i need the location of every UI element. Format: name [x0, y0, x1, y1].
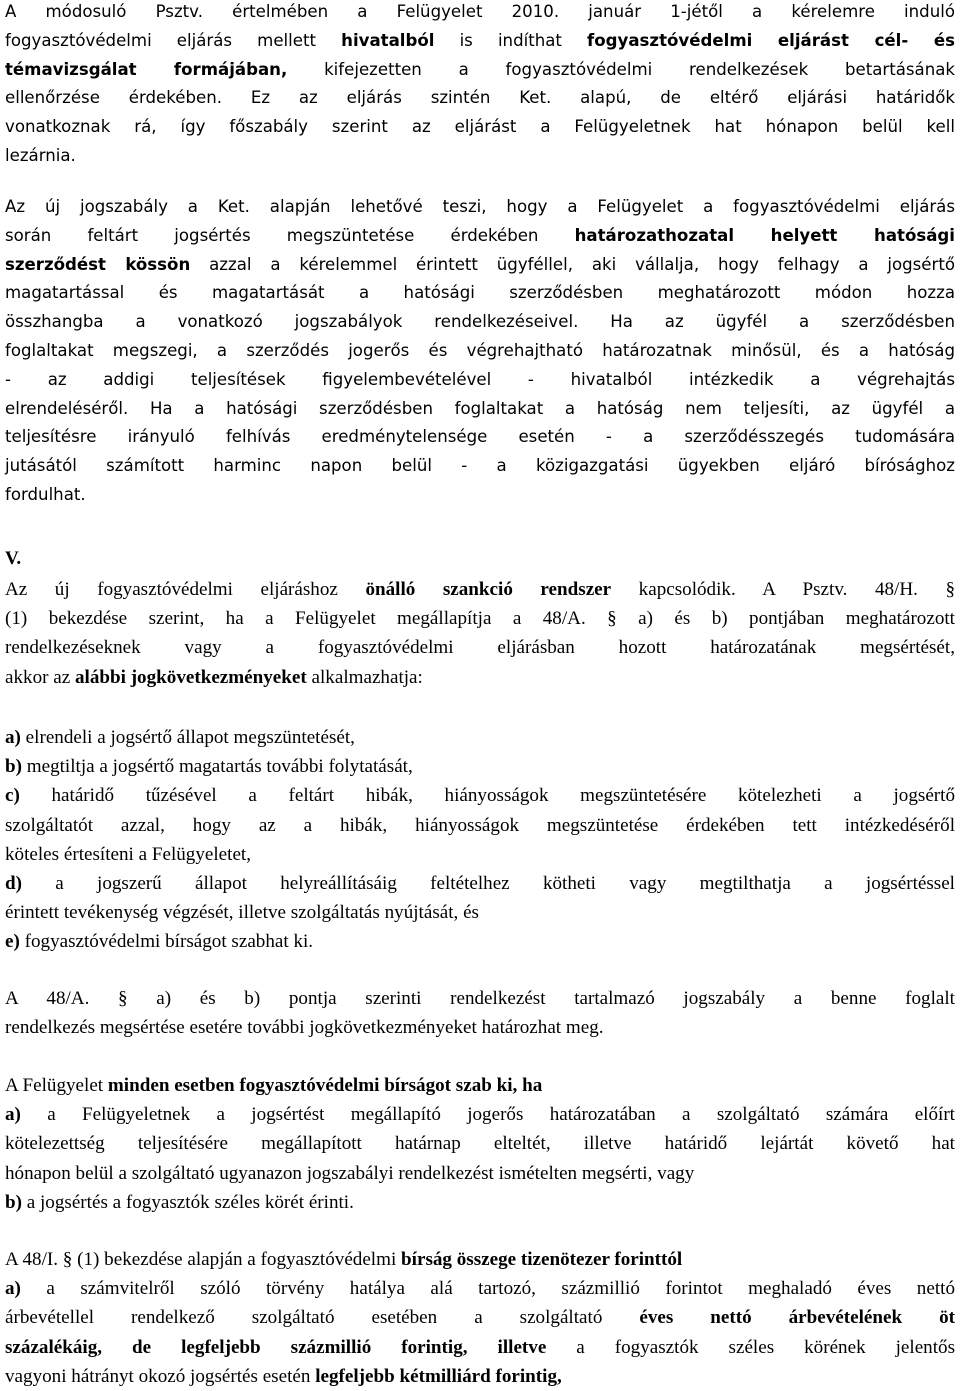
text-segment: magatartással és magatartását a hatósági szerződésben meghatározott módon hozza — [5, 283, 955, 303]
text-segment: A Felügyelet — [5, 1075, 108, 1096]
text-segment: alapján lehetővé teszi, hogy a Felügyelet a fogyasztóvédelmi eljárás — [269, 197, 955, 216]
paragraph-further-consequences — [5, 984, 955, 1042]
text-segment: köteles értesíteni a Felügyeletet, — [5, 843, 252, 865]
text-segment: alkalmazhatja: — [306, 666, 423, 688]
text-line — [5, 481, 955, 510]
bold-text: határozathozatal helyett hatósági — [574, 225, 955, 245]
text-line — [5, 633, 955, 662]
text-line — [5, 663, 955, 692]
text-line — [5, 308, 955, 337]
text-segment: A módosuló Psztv. értelmében a Felügyelet 2010. január 1-jétől a kérelemre induló — [5, 2, 955, 21]
text-line — [5, 811, 955, 840]
text-segment: hónapon belül a szolgáltató ugyanazon jogszabályi rendelkezést ismételten megsérti, vagy — [5, 1162, 695, 1184]
paragraph-mandatory-fine — [5, 1071, 955, 1217]
text-line — [5, 752, 955, 781]
text-segment: akkor az — [5, 666, 75, 688]
text-segment: foglaltakat megszegi, a szerződés jogerős és végrehajtható határozatnak minősül, és a hatóság — [5, 340, 955, 360]
text-segment: ellenőrzése érdekében. Ez az eljárás szintén Ket. alapú, de eltérő eljárási határidők — [5, 88, 955, 108]
text-line — [5, 56, 955, 85]
text-segment: - az addigi teljesítések figyelembevételével - hivatalból intézkedik a végrehajtás — [5, 369, 955, 389]
text-line — [5, 1245, 955, 1274]
text-segment: A 48/I. § (1) bekezdése alapján a fogyasztóvédelmi — [5, 1249, 402, 1270]
bold-text: a) — [5, 1104, 21, 1126]
list-legal-consequences — [5, 723, 955, 957]
text-segment: fogyasztóvédelmi eljárás mellett — [5, 30, 342, 50]
text-segment: rendelkezéseknek vagy a fogyasztóvédelmi eljárásban hozott határozatának megsértését, — [5, 637, 955, 659]
text-line — [5, 1362, 955, 1391]
bold-text: bírság összege tizenötezer forinttól — [401, 1249, 683, 1270]
bold-text: hivatalból — [341, 30, 435, 50]
text-segment: határidő tűzésével a feltárt hibák, hiányosságok megszüntetésére kötelezheti a jogsértő — [19, 785, 955, 807]
text-line — [5, 1071, 955, 1100]
bold-text: alábbi jogkövetkezményeket — [74, 666, 307, 688]
text-line — [5, 604, 955, 633]
text-line — [5, 898, 955, 927]
text-segment: árbevétellel rendelkező szolgáltató esetében a szolgáltató — [5, 1307, 640, 1329]
bold-text: éves nettó árbevételének öt — [639, 1307, 955, 1329]
text-line — [5, 1274, 955, 1303]
text-segment: a fogyasztók széles körének jelentős — [546, 1336, 956, 1358]
text-segment: rendelkezés megsértése esetére további jogkövetkezményeket határozhat meg. — [5, 1017, 604, 1039]
bold-text: százalékáig, de legfeljebb százmillió forintig, illetve — [5, 1336, 547, 1358]
text-segment: azzal a kérelemmel érintett ügyféllel, aki vállalja, hogy felhagy a jogsértő — [190, 254, 955, 274]
text-segment: összhangba a vonatkozó jogszabályok rendelkezéseivel. Ha az ügyfél a szerződésben — [5, 312, 955, 332]
bold-text: önálló szankció rendszer — [365, 579, 612, 600]
text-line — [5, 279, 955, 308]
text-line — [5, 575, 955, 604]
text-segment: (1) bekezdése szerint, ha a Felügyelet megállapítja a 48/A. § a) és b) pontjában meghatározott — [5, 608, 955, 630]
text-line — [5, 366, 955, 395]
text-segment: kifejezetten a fogyasztóvédelmi rendelkezések betartásának — [287, 59, 955, 79]
text-line — [5, 222, 955, 251]
text-segment: jutásától számított harminc napon belül - a közigazgatási ügyekben eljáró bírósághoz — [5, 456, 955, 476]
text-line — [5, 1333, 955, 1362]
text-segment: lezárnia. — [5, 145, 76, 165]
text-segment: a Felügyeletnek a jogsértést megállapító jogerős határozatában a szolgáltató számára előírt — [20, 1104, 955, 1126]
text-segment: a számvitelről szóló törvény hatálya alá tartozó, százmillió forintot meghaladó éves nettó — [20, 1278, 955, 1300]
text-segment: vonatkoznak rá, így főszabály szerint az eljárást a Felügyeletnek hat hónapon belül kell — [5, 117, 955, 137]
bold-text: d) — [5, 873, 22, 895]
text-line — [5, 423, 955, 452]
text-line — [5, 84, 955, 113]
text-line — [5, 452, 955, 481]
text-segment: vagyoni hátrányt okozó jogsértés esetén — [5, 1365, 316, 1387]
text-line — [5, 1100, 955, 1129]
text-segment: a jogszerű állapot helyreállításáig feltételhez kötheti vagy megtilthatja a jogsértéssel — [21, 873, 955, 895]
section-heading: V. — [5, 548, 22, 569]
bold-text: a) — [5, 727, 21, 748]
text-line — [5, 723, 955, 752]
text-line — [5, 869, 955, 898]
text-line — [5, 927, 955, 956]
text-line — [5, 1188, 955, 1217]
bold-text: e) — [5, 931, 20, 953]
bold-text: minden esetben fogyasztóvédelmi bírságot szab ki, ha — [107, 1075, 543, 1096]
text-line — [5, 193, 955, 222]
paragraph-investigation — [5, 0, 955, 171]
text-line — [5, 1013, 955, 1042]
text-line — [5, 337, 955, 366]
text-segment: A 48/A. § a) és b) pontja szerinti rendelkezést tartalmazó jogszabály a benne foglalt — [5, 988, 955, 1009]
text-segment: elrendeléséről. Ha a hatósági szerződésben foglaltakat a hatóság nem teljesíti, az ügyfél a — [5, 398, 955, 418]
text-line — [5, 142, 955, 171]
text-line — [5, 984, 955, 1013]
bold-text: témavizsgálat formájában, — [5, 59, 288, 79]
text-line — [5, 1303, 955, 1332]
bold-text: szerződést kössön — [5, 254, 191, 274]
text-segment: fogyasztóvédelmi bírságot szabhat ki. — [19, 931, 314, 953]
paragraph-fine-amount — [5, 1245, 955, 1391]
text-line — [5, 395, 955, 424]
text-segment: megtiltja a jogsértő magatartás további folytatását, — [21, 756, 413, 778]
text-line — [5, 0, 955, 27]
text-segment: a jogsértés a fogyasztók széles körét érinti. — [21, 1191, 354, 1213]
text-line — [5, 27, 955, 56]
text-segment: is indíthat — [434, 30, 588, 50]
text-line — [5, 1129, 955, 1158]
bold-text: b) — [5, 756, 22, 778]
text-line — [5, 781, 955, 810]
text-segment: kötelezettség teljesítésére megállapított határnap elteltét, illetve határidő lejártát követő hat — [5, 1133, 955, 1155]
text-segment: érintett tevékenység végzését, illetve szolgáltatás nyújtását, és — [5, 902, 479, 924]
text-segment: során feltárt jogsértés megszüntetése érdekében — [5, 225, 575, 245]
text-segment: teljesítésre irányuló felhívás eredménytelensége esetén - a szerződésszegés tudomására — [5, 427, 955, 447]
text-line — [5, 1159, 955, 1188]
paragraph-authority-contract — [5, 193, 955, 510]
text-segment: kapcsolódik. A Psztv. 48/H. § — [611, 579, 955, 600]
text-line — [5, 113, 955, 142]
text-segment: elrendeli a jogsértő állapot megszüntetését, — [20, 727, 355, 748]
text-line — [5, 840, 955, 869]
text-segment: Az új jogszabály a Ket. — [5, 197, 270, 216]
text-segment: Az új fogyasztóvédelmi eljáráshoz — [5, 579, 366, 600]
bold-text: a) — [5, 1278, 21, 1300]
bold-text: fogyasztóvédelmi eljárást cél- és — [587, 30, 955, 50]
paragraph-sanctions — [5, 575, 955, 692]
bold-text: c) — [5, 785, 20, 807]
bold-text: legfeljebb kétmilliárd forintig, — [315, 1365, 562, 1387]
text-segment: szolgáltatót azzal, hogy az a hibák, hiányosságok megszüntetése érdekében tett intézkedéséről — [5, 814, 955, 836]
bold-text: b) — [5, 1191, 22, 1213]
text-line — [5, 251, 955, 280]
text-segment: fordulhat. — [5, 484, 86, 504]
